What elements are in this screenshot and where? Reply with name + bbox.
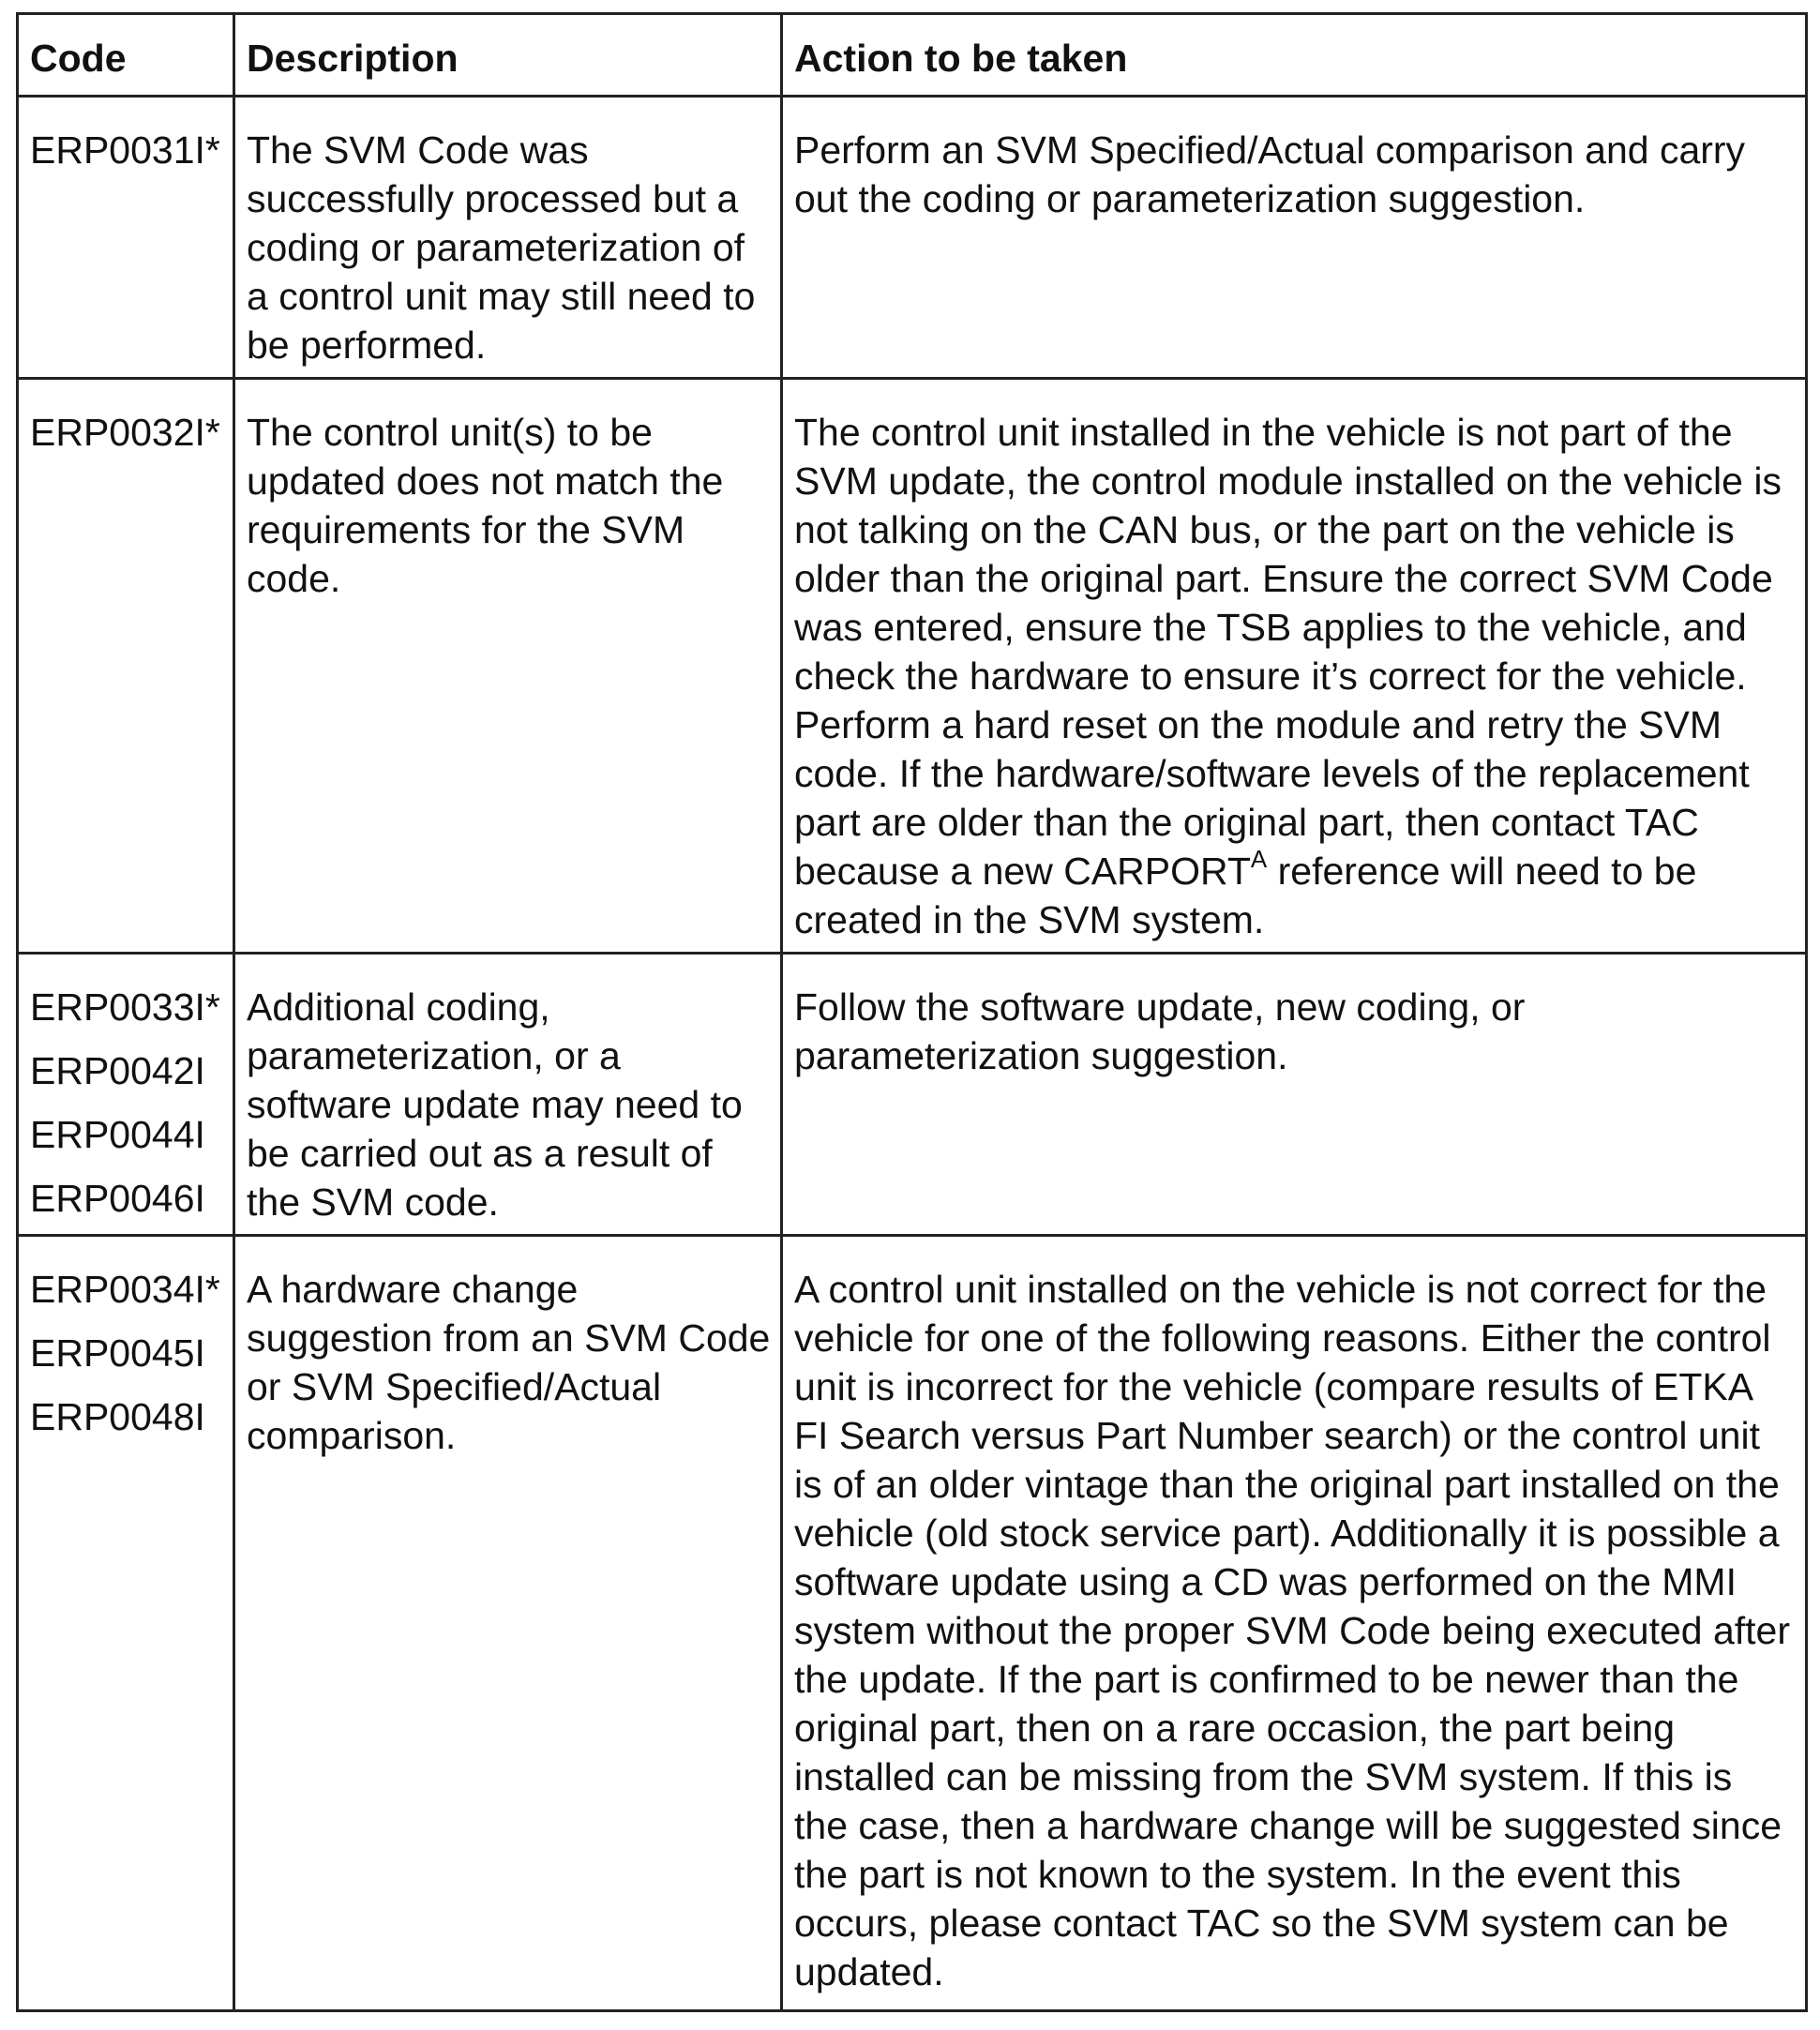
error-code: ERP0042I [30, 1049, 205, 1092]
description-cell [234, 379, 782, 954]
description-text: A hardware change suggestion from an SVM Code or SVM Specified/Actual comparison. [247, 1268, 771, 1457]
action-text-part2: reference will need to be created in the SVM system. [794, 850, 1697, 941]
error-code: ERP0033I* [30, 985, 220, 1029]
header-code: Code [18, 14, 234, 97]
carport-superscript: A [1250, 845, 1268, 873]
table-row [18, 954, 1807, 1236]
description-text: Additional coding, parameterization, or a software update may need to be carried out as a result of the SVM code. [247, 985, 743, 1224]
action-cell [782, 954, 1807, 1236]
action-text: Follow the software update, new coding, or parameterization suggestion. [794, 985, 1526, 1077]
description-cell [234, 954, 782, 1236]
code-cell [18, 379, 234, 954]
action-text: Perform an SVM Specified/Actual comparison and carry out the coding or parameterization suggestion. [794, 128, 1746, 220]
action-cell [782, 1236, 1807, 2011]
error-code: ERP0044I [30, 1113, 205, 1156]
error-code-table [16, 12, 1808, 2012]
error-code: ERP0034I* [30, 1268, 220, 1311]
error-code: ERP0048I [30, 1395, 205, 1438]
action-cell [782, 379, 1807, 954]
header-action: Action to be taken [782, 14, 1807, 97]
description-text: The SVM Code was successfully processed but a coding or parameterization of a control unit may still need to be performed. [247, 128, 756, 367]
table-row [18, 1236, 1807, 2011]
table-row [18, 97, 1807, 379]
header-description: Description [234, 14, 782, 97]
code-cell [18, 97, 234, 379]
description-cell [234, 1236, 782, 2011]
action-text [794, 408, 1796, 944]
description-text: The control unit(s) to be updated does not match the requirements for the SVM code. [247, 411, 724, 600]
code-cell [18, 1236, 234, 2011]
error-code: ERP0045I [30, 1331, 205, 1375]
error-code: ERP0032I* [30, 411, 220, 454]
error-code: ERP0046I [30, 1177, 205, 1220]
table-row [18, 379, 1807, 954]
code-cell [18, 954, 234, 1236]
action-text: A control unit installed on the vehicle is not correct for the vehicle for one of the following reasons. Either the control unit is incorrect for the vehicle (compare results of ETKA FI Search versus Part Number search) or the control unit is of an older vintage than the original part installed on the vehicle (old stock service part). Additionally it is possible a software update using a CD was performed on the MMI system without the proper SVM Code being executed after the update. If the part is confirmed to be newer than the original part, then on a rare occasion, the part being installed can be missing from the SVM system. If this is the case, then a hardware change will be suggested since the part is not known to the system. In the event this occurs, please contact TAC so the SVM system can be updated. [794, 1268, 1791, 1993]
description-cell [234, 97, 782, 379]
table-header-row [18, 14, 1807, 97]
error-code: ERP0031I* [30, 128, 220, 172]
action-text-part1: The control unit installed in the vehicle is not part of the SVM update, the control module installed on the vehicle is not talking on the CAN bus, or the part on the vehicle is older than the original part. Ensure the correct SVM Code was entered, ensure the TSB applies to the vehicle, and check the hardware to ensure it’s correct for the vehicle. Perform a hard reset on the module and retry the SVM code. If the hardware/software levels of the replacement part are older than the original part, then contact TAC because a new CARPORT [794, 411, 1782, 893]
action-cell [782, 97, 1807, 379]
